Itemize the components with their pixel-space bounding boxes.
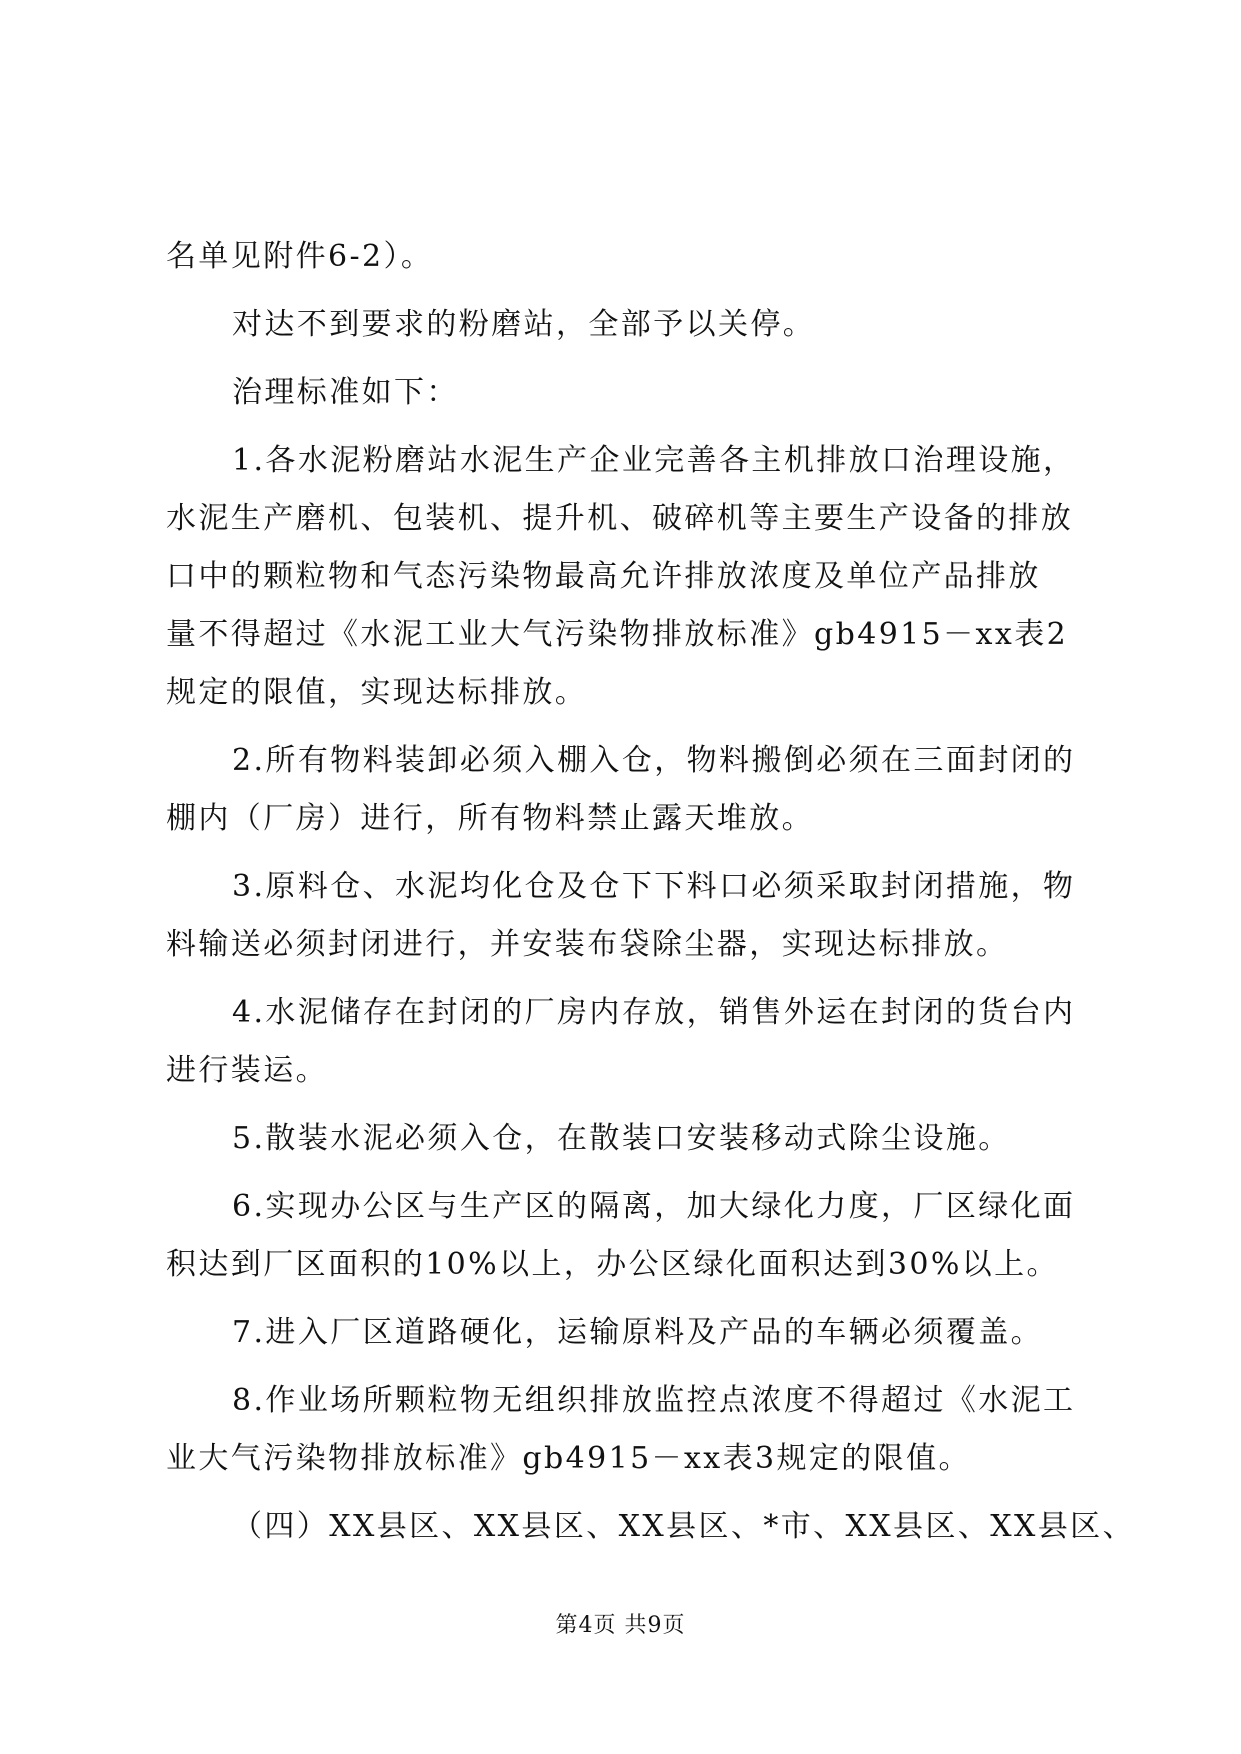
text-line: 3.原料仓、水泥均化仓及仓下下料口必须采取封闭措施，物 — [232, 869, 1076, 904]
text-line: 4.水泥储存在封闭的厂房内存放，销售外运在封闭的货台内 — [232, 995, 1076, 1030]
text-line: 对达不到要求的粉磨站，全部予以关停。 — [232, 307, 816, 342]
text-line: 2.所有物料装卸必须入棚入仓，物料搬倒必须在三面封闭的 — [232, 743, 1076, 778]
text-line: 1.各水泥粉磨站水泥生产企业完善各主机排放口治理设施， — [232, 443, 1076, 478]
text-line: 水泥生产磨机、包装机、提升机、破碎机等主要生产设备的排放 — [166, 501, 1074, 536]
text-line: 业大气污染物排放标准》gb4915－xx表3规定的限值。 — [166, 1441, 971, 1476]
text-line: 量不得超过《水泥工业大气污染物排放标准》gb4915－xx表2 — [166, 617, 1069, 652]
page-number: 第4页 共9页 — [555, 1613, 686, 1638]
text-line: 积达到厂区面积的10%以上，办公区绿化面积达到30%以上。 — [166, 1247, 1059, 1282]
text-line: 进行装运。 — [166, 1053, 328, 1088]
text-line: 棚内（厂房）进行，所有物料禁止露天堆放。 — [166, 801, 814, 836]
text-line: 5.散装水泥必须入仓，在散装口安装移动式除尘设施。 — [232, 1121, 1011, 1156]
text-line: 口中的颗粒物和气态污染物最高允许排放浓度及单位产品排放 — [166, 559, 1041, 594]
document-body — [166, 228, 1135, 1556]
text-line: 6.实现办公区与生产区的隔离，加大绿化力度，厂区绿化面 — [232, 1189, 1076, 1224]
text-line: （四）XX县区、XX县区、XX县区、*市、XX县区、XX县区、 — [232, 1509, 1135, 1544]
text-line: 料输送必须封闭进行，并安装布袋除尘器，实现达标排放。 — [166, 927, 1009, 962]
text-line: 治理标准如下： — [232, 375, 459, 410]
text-line: 8.作业场所颗粒物无组织排放监控点浓度不得超过《水泥工 — [232, 1383, 1076, 1418]
text-line: 7.进入厂区道路硬化，运输原料及产品的车辆必须覆盖。 — [232, 1315, 1044, 1350]
text-line: 名单见附件6-2）。 — [166, 239, 434, 274]
text-line: 规定的限值，实现达标排放。 — [166, 675, 588, 710]
